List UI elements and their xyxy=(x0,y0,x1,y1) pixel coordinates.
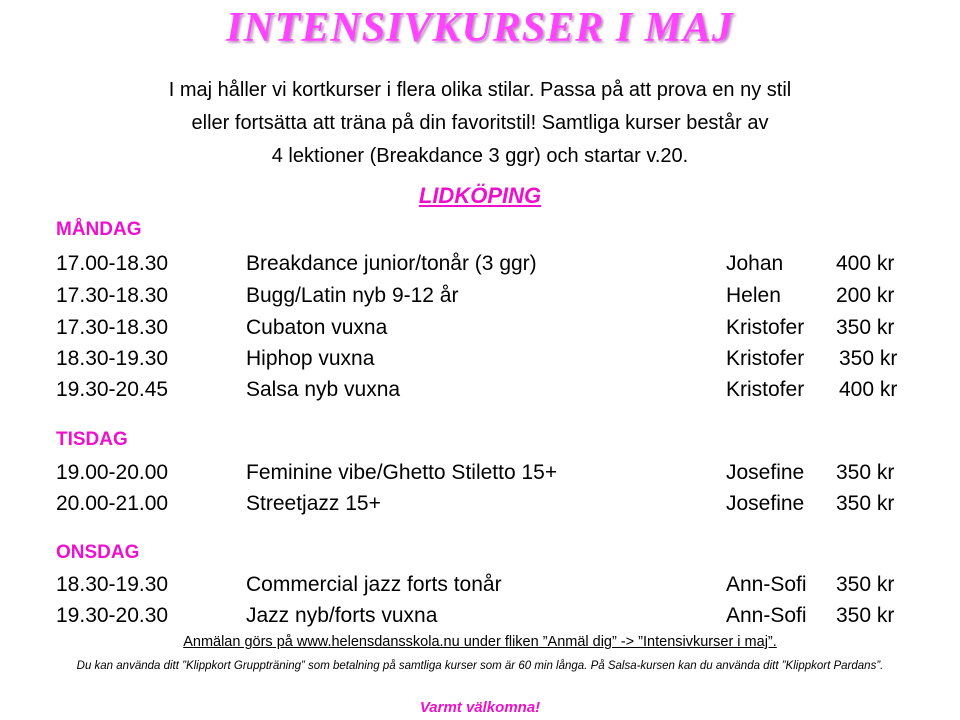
course-teacher: Kristofer xyxy=(726,378,805,401)
course-teacher: Johan xyxy=(726,252,784,275)
course-row xyxy=(0,248,960,280)
course-row xyxy=(0,600,960,632)
course-teacher: Kristofer xyxy=(726,316,805,339)
course-time: 18.30-19.30 xyxy=(56,573,169,596)
course-name: Streetjazz 15+ xyxy=(246,492,381,515)
course-teacher: Ann-Sofi xyxy=(726,573,807,596)
payment-info: Du kan använda ditt ”Klippkort Gruppträning” som betalning på samtliga kurser som är 60 min långa. På Salsa-kursen kan du använda ditt ”Klippkort Pardans”. xyxy=(76,660,884,672)
course-price: 350 kr xyxy=(836,461,895,484)
course-price: 350 kr xyxy=(836,316,895,339)
course-name: Cubaton vuxna xyxy=(246,316,388,339)
intro-text xyxy=(0,74,960,173)
day-heading-onsdag: ONSDAG xyxy=(56,542,140,563)
course-name: Breakdance junior/tonår (3 ggr) xyxy=(246,252,537,275)
course-row xyxy=(0,280,960,312)
course-time: 19.00-20.00 xyxy=(56,461,169,484)
course-price: 350 kr xyxy=(836,492,895,515)
day-heading-tisdag: TISDAG xyxy=(56,429,128,450)
course-row xyxy=(0,569,960,601)
course-teacher: Ann-Sofi xyxy=(726,604,807,627)
course-row xyxy=(0,312,960,344)
welcome-text: Varmt välkomna! xyxy=(419,699,541,716)
course-name: Feminine vibe/Ghetto Stiletto 15+ xyxy=(246,461,558,484)
day-heading-mandag: MÅNDAG xyxy=(56,219,142,240)
course-name: Salsa nyb vuxna xyxy=(246,378,401,401)
course-time: 19.30-20.45 xyxy=(56,378,169,401)
course-price: 400 kr xyxy=(836,252,895,275)
course-time: 19.30-20.30 xyxy=(56,604,169,627)
course-price: 350 kr xyxy=(839,347,898,370)
intro-line: eller fortsätta att träna på din favoritstil! Samtliga kurser består av xyxy=(191,112,769,134)
course-name: Jazz nyb/forts vuxna xyxy=(246,604,438,627)
course-time: 17.30-18.30 xyxy=(56,316,169,339)
intro-line: 4 lektioner (Breakdance 3 ggr) och startar v.20. xyxy=(271,145,689,167)
course-price: 400 kr xyxy=(839,378,898,401)
course-teacher: Helen xyxy=(726,284,781,307)
signup-info: Anmälan görs på www.helensdansskola.nu under fliken ”Anmäl dig” -> ”Intensivkurser i maj”. xyxy=(183,634,777,650)
course-row xyxy=(0,488,960,520)
course-time: 18.30-19.30 xyxy=(56,347,169,370)
course-time: 20.00-21.00 xyxy=(56,492,169,515)
course-price: 200 kr xyxy=(836,284,895,307)
course-teacher: Josefine xyxy=(726,461,805,484)
course-name: Hiphop vuxna xyxy=(246,347,375,370)
course-teacher: Kristofer xyxy=(726,347,805,370)
course-row xyxy=(0,343,960,375)
page-title: INTENSIVKURSER I MAJ xyxy=(226,5,734,51)
course-row xyxy=(0,374,960,406)
course-name: Commercial jazz forts tonår xyxy=(246,573,502,596)
course-price: 350 kr xyxy=(836,604,895,627)
course-price: 350 kr xyxy=(836,573,895,596)
city-heading: LIDKÖPING xyxy=(418,183,542,208)
course-time: 17.30-18.30 xyxy=(56,284,169,307)
course-row xyxy=(0,457,960,489)
course-name: Bugg/Latin nyb 9-12 år xyxy=(246,284,459,307)
intro-line: I maj håller vi kortkurser i flera olika stilar. Passa på att prova en ny stil xyxy=(168,79,792,101)
course-teacher: Josefine xyxy=(726,492,805,515)
course-time: 17.00-18.30 xyxy=(56,252,169,275)
